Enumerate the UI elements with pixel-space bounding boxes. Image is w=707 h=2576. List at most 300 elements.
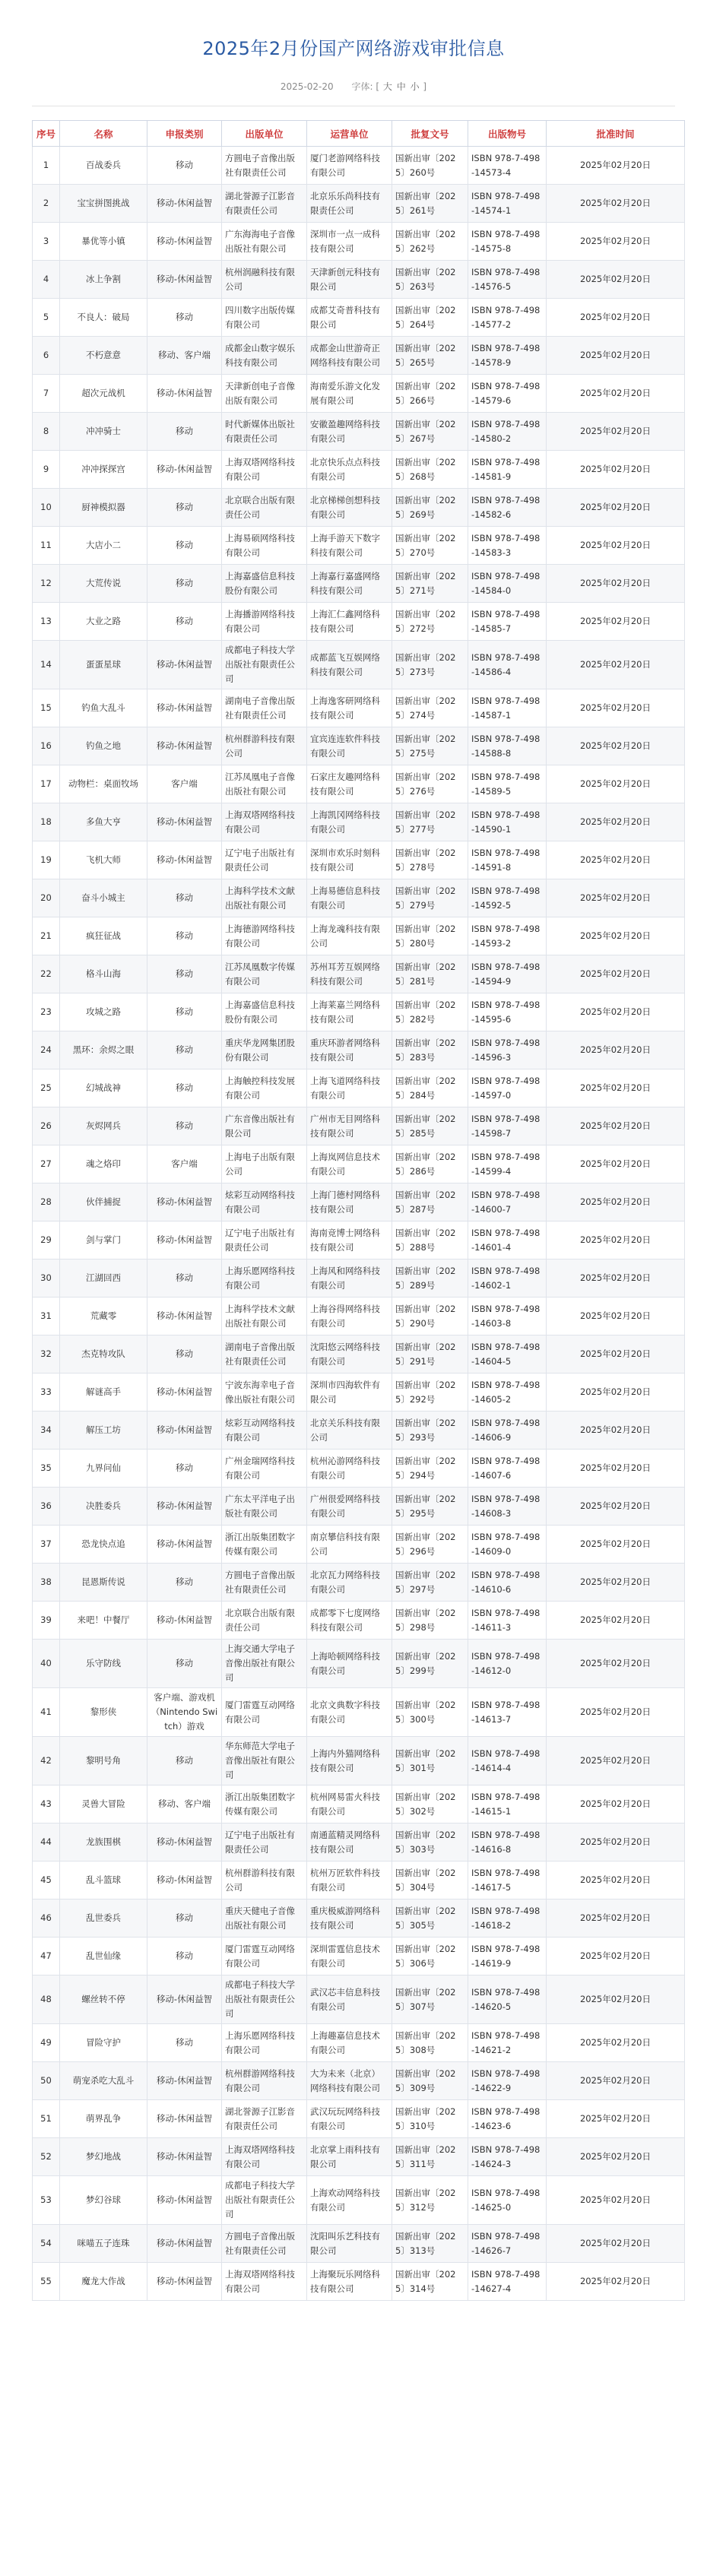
game-name: 疯狂征战 — [60, 917, 147, 955]
row-index: 29 — [33, 1221, 60, 1259]
category: 移动-休闲益智 — [147, 1221, 222, 1259]
operator: 上海手游天下数字科技有限公司 — [307, 527, 392, 565]
publisher: 上海双塔网络科技有限公司 — [222, 803, 307, 841]
game-name: 超次元战机 — [60, 375, 147, 413]
publisher: 广东太平洋电子出版社有限公司 — [222, 1488, 307, 1526]
category: 移动-休闲益智 — [147, 451, 222, 489]
approval-number: 国新出审〔2025〕285号 — [392, 1107, 468, 1145]
publisher: 辽宁电子出版社有限责任公司 — [222, 1221, 307, 1259]
table-row — [33, 727, 685, 765]
game-name: 冲冲骑士 — [60, 413, 147, 451]
game-name: 决胜委兵 — [60, 1488, 147, 1526]
approval-date: 2025年02月20日 — [547, 375, 685, 413]
table-row — [33, 1221, 685, 1259]
approval-number: 国新出审〔2025〕295号 — [392, 1488, 468, 1526]
isbn: ISBN 978-7-498-14592-5 — [468, 879, 547, 917]
row-index: 19 — [33, 841, 60, 879]
operator: 上海莱嘉兰网络科技有限公司 — [307, 993, 392, 1031]
operator: 重庆极威游网络科技有限公司 — [307, 1900, 392, 1938]
row-index: 17 — [33, 765, 60, 803]
isbn: ISBN 978-7-498-14582-6 — [468, 489, 547, 527]
approval-number: 国新出审〔2025〕305号 — [392, 1900, 468, 1938]
approval-number: 国新出审〔2025〕292号 — [392, 1374, 468, 1412]
publisher: 浙江出版集团数字传媒有限公司 — [222, 1785, 307, 1823]
approval-date: 2025年02月20日 — [547, 185, 685, 223]
table-row — [33, 879, 685, 917]
game-name: 奋斗小城主 — [60, 879, 147, 917]
game-name: 乱世委兵 — [60, 1900, 147, 1938]
game-name: 乐守防线 — [60, 1640, 147, 1688]
publisher: 上海电子出版有限公司 — [222, 1145, 307, 1183]
isbn: ISBN 978-7-498-14588-8 — [468, 727, 547, 765]
approval-number: 国新出审〔2025〕307号 — [392, 1976, 468, 2024]
publisher: 成都电子科技大学出版社有限责任公司 — [222, 2176, 307, 2225]
approval-number: 国新出审〔2025〕296号 — [392, 1526, 468, 1564]
isbn: ISBN 978-7-498-14600-7 — [468, 1183, 547, 1221]
approval-date: 2025年02月20日 — [547, 299, 685, 337]
operator: 深圳市一点一成科技有限公司 — [307, 223, 392, 261]
publisher: 成都电子科技大学出版社有限责任公司 — [222, 641, 307, 689]
game-name: 螺丝转不停 — [60, 1976, 147, 2024]
approval-number: 国新出审〔2025〕278号 — [392, 841, 468, 879]
approval-date: 2025年02月20日 — [547, 451, 685, 489]
isbn: ISBN 978-7-498-14579-6 — [468, 375, 547, 413]
publisher: 江苏凤凰数字传媒有限公司 — [222, 955, 307, 993]
row-index: 16 — [33, 727, 60, 765]
game-name: 不朽意意 — [60, 337, 147, 375]
isbn: ISBN 978-7-498-14581-9 — [468, 451, 547, 489]
isbn: ISBN 978-7-498-14580-2 — [468, 413, 547, 451]
row-index: 15 — [33, 689, 60, 727]
operator: 武汉玩玩网络科技有限公司 — [307, 2100, 392, 2138]
table-row — [33, 917, 685, 955]
approval-date: 2025年02月20日 — [547, 1259, 685, 1298]
publisher: 江苏凤凰电子音像出版社有限公司 — [222, 765, 307, 803]
operator: 武汉芯丰信息科技有限公司 — [307, 1976, 392, 2024]
category: 客户端、游戏机（Nintendo Switch）游戏 — [147, 1688, 222, 1737]
category: 移动-休闲益智 — [147, 1488, 222, 1526]
game-name: 恐龙快点追 — [60, 1526, 147, 1564]
table-row — [33, 1069, 685, 1107]
game-name: 幻城战神 — [60, 1069, 147, 1107]
publisher: 上海乐愿网络科技有限公司 — [222, 2024, 307, 2062]
approval-date: 2025年02月20日 — [547, 1785, 685, 1823]
game-name: 动物栏：桌面牧场 — [60, 765, 147, 803]
category: 移动 — [147, 1737, 222, 1785]
row-index: 40 — [33, 1640, 60, 1688]
isbn: ISBN 978-7-498-14623-6 — [468, 2100, 547, 2138]
table-row — [33, 1183, 685, 1221]
operator: 大为未来（北京）网络科技有限公司 — [307, 2062, 392, 2100]
approval-number: 国新出审〔2025〕300号 — [392, 1688, 468, 1737]
approval-number: 国新出审〔2025〕267号 — [392, 413, 468, 451]
isbn: ISBN 978-7-498-14603-8 — [468, 1298, 547, 1336]
row-index: 37 — [33, 1526, 60, 1564]
publisher: 厦门雷霆互动网络有限公司 — [222, 1938, 307, 1976]
font-size-large-button[interactable]: 大 — [382, 81, 392, 92]
isbn: ISBN 978-7-498-14602-1 — [468, 1259, 547, 1298]
operator: 上海趣嘉信息技术有限公司 — [307, 2024, 392, 2062]
game-name: 解压工坊 — [60, 1412, 147, 1450]
publisher: 上海嘉盛信息科技股份有限公司 — [222, 993, 307, 1031]
publisher: 上海触控科技发展有限公司 — [222, 1069, 307, 1107]
table-row — [33, 1298, 685, 1336]
approval-date: 2025年02月20日 — [547, 603, 685, 641]
category: 移动-休闲益智 — [147, 2225, 222, 2263]
publisher: 上海交通大学电子音像出版社有限公司 — [222, 1640, 307, 1688]
approval-date: 2025年02月20日 — [547, 641, 685, 689]
approval-date: 2025年02月20日 — [547, 1145, 685, 1183]
row-index: 33 — [33, 1374, 60, 1412]
category: 移动 — [147, 879, 222, 917]
publisher: 方圆电子音像出版社有限责任公司 — [222, 1564, 307, 1602]
game-name: 解谜高手 — [60, 1374, 147, 1412]
isbn: ISBN 978-7-498-14586-4 — [468, 641, 547, 689]
approval-date: 2025年02月20日 — [547, 879, 685, 917]
row-index: 2 — [33, 185, 60, 223]
isbn: ISBN 978-7-498-14573-4 — [468, 147, 547, 185]
row-index: 31 — [33, 1298, 60, 1336]
approval-number: 国新出审〔2025〕262号 — [392, 223, 468, 261]
game-name: 龙族围棋 — [60, 1823, 147, 1862]
isbn: ISBN 978-7-498-14610-6 — [468, 1564, 547, 1602]
approval-number: 国新出审〔2025〕279号 — [392, 879, 468, 917]
table-row — [33, 641, 685, 689]
approval-date: 2025年02月20日 — [547, 1938, 685, 1976]
operator: 天津新创元科技有限公司 — [307, 261, 392, 299]
isbn: ISBN 978-7-498-14596-3 — [468, 1031, 547, 1069]
table-row — [33, 841, 685, 879]
row-index: 28 — [33, 1183, 60, 1221]
font-size-medium-button[interactable]: 中 — [396, 81, 406, 92]
row-index: 32 — [33, 1336, 60, 1374]
table-row — [33, 375, 685, 413]
approval-date: 2025年02月20日 — [547, 413, 685, 451]
game-name: 梦幻地战 — [60, 2138, 147, 2176]
approval-date: 2025年02月20日 — [547, 1976, 685, 2024]
table-row — [33, 2024, 685, 2062]
approval-number: 国新出审〔2025〕283号 — [392, 1031, 468, 1069]
approval-number: 国新出审〔2025〕268号 — [392, 451, 468, 489]
category: 移动 — [147, 2024, 222, 2062]
approval-number: 国新出审〔2025〕264号 — [392, 299, 468, 337]
row-index: 47 — [33, 1938, 60, 1976]
operator: 成都艾奇普科技有限公司 — [307, 299, 392, 337]
table-row — [33, 1374, 685, 1412]
category: 移动-休闲益智 — [147, 2100, 222, 2138]
row-index: 11 — [33, 527, 60, 565]
publisher: 上海嘉盛信息科技股份有限公司 — [222, 565, 307, 603]
table-row — [33, 1412, 685, 1450]
publisher: 上海易硕网络科技有限公司 — [222, 527, 307, 565]
isbn: ISBN 978-7-498-14615-1 — [468, 1785, 547, 1823]
table-row — [33, 2062, 685, 2100]
row-index: 36 — [33, 1488, 60, 1526]
table-row — [33, 1900, 685, 1938]
category: 移动 — [147, 1564, 222, 1602]
operator: 重庆环游者网络科技有限公司 — [307, 1031, 392, 1069]
table-row — [33, 689, 685, 727]
approval-date: 2025年02月20日 — [547, 527, 685, 565]
header-approval-no: 批复文号 — [392, 121, 468, 147]
approval-number: 国新出审〔2025〕291号 — [392, 1336, 468, 1374]
approval-date: 2025年02月20日 — [547, 1336, 685, 1374]
category: 移动-休闲益智 — [147, 2062, 222, 2100]
approval-number: 国新出审〔2025〕293号 — [392, 1412, 468, 1450]
category: 移动-休闲益智 — [147, 2263, 222, 2301]
approval-date: 2025年02月20日 — [547, 565, 685, 603]
table-row — [33, 993, 685, 1031]
operator: 深圳雷霆信息技术有限公司 — [307, 1938, 392, 1976]
approval-table — [32, 120, 685, 2301]
publisher: 厦门雷霆互动网络有限公司 — [222, 1688, 307, 1737]
table-row — [33, 1259, 685, 1298]
isbn: ISBN 978-7-498-14599-4 — [468, 1145, 547, 1183]
category: 移动 — [147, 603, 222, 641]
publisher: 湖南电子音像出版社有限责任公司 — [222, 689, 307, 727]
game-name: 伙伴捕捉 — [60, 1183, 147, 1221]
row-index: 6 — [33, 337, 60, 375]
isbn: ISBN 978-7-498-14604-5 — [468, 1336, 547, 1374]
approval-date: 2025年02月20日 — [547, 1688, 685, 1737]
isbn: ISBN 978-7-498-14583-3 — [468, 527, 547, 565]
table-row — [33, 1336, 685, 1374]
operator: 上海风和网络科技有限公司 — [307, 1259, 392, 1298]
category: 移动-休闲益智 — [147, 1862, 222, 1900]
approval-date: 2025年02月20日 — [547, 765, 685, 803]
approval-number: 国新出审〔2025〕276号 — [392, 765, 468, 803]
article-meta: 2025-02-20 字体: [ 大 中 小 ] — [280, 81, 427, 92]
row-index: 10 — [33, 489, 60, 527]
operator: 安徽盈趣网络科技有限公司 — [307, 413, 392, 451]
operator: 南京攀信科技有限公司 — [307, 1526, 392, 1564]
operator: 深圳市欢乐时刻科技有限公司 — [307, 841, 392, 879]
approval-number: 国新出审〔2025〕298号 — [392, 1602, 468, 1640]
game-name: 宝宝拼图挑战 — [60, 185, 147, 223]
approval-number: 国新出审〔2025〕286号 — [392, 1145, 468, 1183]
approval-date: 2025年02月20日 — [547, 1412, 685, 1450]
publisher: 重庆华龙网集团股份有限公司 — [222, 1031, 307, 1069]
approval-date: 2025年02月20日 — [547, 223, 685, 261]
isbn: ISBN 978-7-498-14613-7 — [468, 1688, 547, 1737]
category: 客户端 — [147, 1145, 222, 1183]
isbn: ISBN 978-7-498-14590-1 — [468, 803, 547, 841]
publisher: 上海乐愿网络科技有限公司 — [222, 1259, 307, 1298]
table-row — [33, 803, 685, 841]
row-index: 5 — [33, 299, 60, 337]
isbn: ISBN 978-7-498-14626-7 — [468, 2225, 547, 2263]
approval-date: 2025年02月20日 — [547, 1374, 685, 1412]
row-index: 3 — [33, 223, 60, 261]
approval-date: 2025年02月20日 — [547, 2225, 685, 2263]
operator: 上海易德信息科技有限公司 — [307, 879, 392, 917]
category: 移动-休闲益智 — [147, 803, 222, 841]
row-index: 26 — [33, 1107, 60, 1145]
isbn: ISBN 978-7-498-14611-3 — [468, 1602, 547, 1640]
isbn: ISBN 978-7-498-14627-4 — [468, 2263, 547, 2301]
approval-number: 国新出审〔2025〕261号 — [392, 185, 468, 223]
approval-date: 2025年02月20日 — [547, 261, 685, 299]
publisher: 上海科学技术文献出版社有限公司 — [222, 1298, 307, 1336]
header-approval-date: 批准时间 — [547, 121, 685, 147]
category: 移动-休闲益智 — [147, 1298, 222, 1336]
approval-date: 2025年02月20日 — [547, 841, 685, 879]
game-name: 冲冲探探宫 — [60, 451, 147, 489]
approval-number: 国新出审〔2025〕311号 — [392, 2138, 468, 2176]
category: 移动-休闲益智 — [147, 1374, 222, 1412]
approval-date: 2025年02月20日 — [547, 2100, 685, 2138]
operator: 北京掌上雨科技有限公司 — [307, 2138, 392, 2176]
approval-number: 国新出审〔2025〕294号 — [392, 1450, 468, 1488]
game-name: 大业之路 — [60, 603, 147, 641]
game-name: 大店小二 — [60, 527, 147, 565]
approval-number: 国新出审〔2025〕306号 — [392, 1938, 468, 1976]
isbn: ISBN 978-7-498-14619-9 — [468, 1938, 547, 1976]
publisher: 广东音像出版社有限公司 — [222, 1107, 307, 1145]
publisher: 成都电子科技大学出版社有限责任公司 — [222, 1976, 307, 2024]
isbn: ISBN 978-7-498-14584-0 — [468, 565, 547, 603]
publisher: 辽宁电子出版社有限责任公司 — [222, 1823, 307, 1862]
publisher: 宁波东海幸电子音像出版社有限公司 — [222, 1374, 307, 1412]
game-name: 梦幻谷球 — [60, 2176, 147, 2225]
approval-number: 国新出审〔2025〕269号 — [392, 489, 468, 527]
game-name: 江湖回西 — [60, 1259, 147, 1298]
operator: 石家庄友趣网络科技有限公司 — [307, 765, 392, 803]
category: 移动 — [147, 1450, 222, 1488]
isbn: ISBN 978-7-498-14624-3 — [468, 2138, 547, 2176]
isbn: ISBN 978-7-498-14625-0 — [468, 2176, 547, 2225]
approval-number: 国新出审〔2025〕312号 — [392, 2176, 468, 2225]
row-index: 27 — [33, 1145, 60, 1183]
approval-date: 2025年02月20日 — [547, 2062, 685, 2100]
approval-date: 2025年02月20日 — [547, 1640, 685, 1688]
game-name: 攻城之路 — [60, 993, 147, 1031]
game-name: 魔龙大作战 — [60, 2263, 147, 2301]
publisher: 方圆电子音像出版社有限责任公司 — [222, 2225, 307, 2263]
game-name: 多鱼大亨 — [60, 803, 147, 841]
table-row — [33, 1450, 685, 1488]
isbn: ISBN 978-7-498-14593-2 — [468, 917, 547, 955]
isbn: ISBN 978-7-498-14620-5 — [468, 1976, 547, 2024]
font-size-small-button[interactable]: 小 — [410, 81, 420, 92]
isbn: ISBN 978-7-498-14616-8 — [468, 1823, 547, 1862]
isbn: ISBN 978-7-498-14587-1 — [468, 689, 547, 727]
table-row — [33, 2100, 685, 2138]
category: 移动 — [147, 917, 222, 955]
isbn: ISBN 978-7-498-14575-8 — [468, 223, 547, 261]
operator: 海南竞博士网络科技有限公司 — [307, 1221, 392, 1259]
approval-date: 2025年02月20日 — [547, 2176, 685, 2225]
approval-date: 2025年02月20日 — [547, 1862, 685, 1900]
game-name: 百战委兵 — [60, 147, 147, 185]
game-name: 黎形侠 — [60, 1688, 147, 1737]
row-index: 49 — [33, 2024, 60, 2062]
operator: 上海门德村网络科技有限公司 — [307, 1183, 392, 1221]
approval-number: 国新出审〔2025〕299号 — [392, 1640, 468, 1688]
category: 移动 — [147, 527, 222, 565]
approval-number: 国新出审〔2025〕288号 — [392, 1221, 468, 1259]
table-row — [33, 1107, 685, 1145]
row-index: 21 — [33, 917, 60, 955]
category: 移动 — [147, 299, 222, 337]
category: 移动-休闲益智 — [147, 2176, 222, 2225]
publisher: 上海科学技术文献出版社有限公司 — [222, 879, 307, 917]
row-index: 44 — [33, 1823, 60, 1862]
operator: 上海飞道网络科技有限公司 — [307, 1069, 392, 1107]
table-row — [33, 1938, 685, 1976]
operator: 成都零下七度网络科技有限公司 — [307, 1602, 392, 1640]
approval-date: 2025年02月20日 — [547, 1107, 685, 1145]
category: 移动-休闲益智 — [147, 2138, 222, 2176]
approval-number: 国新出审〔2025〕290号 — [392, 1298, 468, 1336]
category: 移动-休闲益智 — [147, 1412, 222, 1450]
row-index: 22 — [33, 955, 60, 993]
game-name: 荒藏零 — [60, 1298, 147, 1336]
header-name: 名称 — [60, 121, 147, 147]
approval-date: 2025年02月20日 — [547, 1823, 685, 1862]
category: 移动-休闲益智 — [147, 1602, 222, 1640]
approval-number: 国新出审〔2025〕273号 — [392, 641, 468, 689]
game-name: 萌宠杀吃大乱斗 — [60, 2062, 147, 2100]
isbn: ISBN 978-7-498-14606-9 — [468, 1412, 547, 1450]
game-name: 魂之烙印 — [60, 1145, 147, 1183]
approval-date: 2025年02月20日 — [547, 1900, 685, 1938]
operator: 厦门老游网络科技有限公司 — [307, 147, 392, 185]
row-index: 45 — [33, 1862, 60, 1900]
approval-number: 国新出审〔2025〕314号 — [392, 2263, 468, 2301]
table-row — [33, 527, 685, 565]
table-row — [33, 1526, 685, 1564]
approval-number: 国新出审〔2025〕310号 — [392, 2100, 468, 2138]
table-row — [33, 1031, 685, 1069]
row-index: 35 — [33, 1450, 60, 1488]
approval-number: 国新出审〔2025〕280号 — [392, 917, 468, 955]
isbn: ISBN 978-7-498-14617-5 — [468, 1862, 547, 1900]
table-row — [33, 1823, 685, 1862]
game-name: 乱斗篮球 — [60, 1862, 147, 1900]
table-row — [33, 223, 685, 261]
publisher: 天津新创电子音像出版有限公司 — [222, 375, 307, 413]
table-row — [33, 2176, 685, 2225]
operator: 上海逸客研网络科技有限公司 — [307, 689, 392, 727]
publisher: 浙江出版集团数字传媒有限公司 — [222, 1526, 307, 1564]
approval-date: 2025年02月20日 — [547, 803, 685, 841]
operator: 深圳市四海软件有限公司 — [307, 1374, 392, 1412]
row-index: 54 — [33, 2225, 60, 2263]
row-index: 25 — [33, 1069, 60, 1107]
operator: 宜宾连连软件科技有限公司 — [307, 727, 392, 765]
isbn: ISBN 978-7-498-14607-6 — [468, 1450, 547, 1488]
table-row — [33, 489, 685, 527]
operator: 上海岚网信息技术有限公司 — [307, 1145, 392, 1183]
approval-date: 2025年02月20日 — [547, 917, 685, 955]
operator: 北京瓦力网络科技有限公司 — [307, 1564, 392, 1602]
approval-date: 2025年02月20日 — [547, 1564, 685, 1602]
table-row — [33, 413, 685, 451]
game-name: 乱世仙缘 — [60, 1938, 147, 1976]
isbn: ISBN 978-7-498-14578-9 — [468, 337, 547, 375]
operator: 北京梯梯创想科技有限公司 — [307, 489, 392, 527]
category: 移动-休闲益智 — [147, 1526, 222, 1564]
publisher: 四川数字出版传媒有限公司 — [222, 299, 307, 337]
approval-table-container — [32, 120, 684, 2301]
publisher: 湖北誉源子江影音有限责任公司 — [222, 2100, 307, 2138]
table-row — [33, 2263, 685, 2301]
game-name: 灵兽大冒险 — [60, 1785, 147, 1823]
operator: 北京关乐科技有限公司 — [307, 1412, 392, 1450]
publisher: 杭州群游科技有限公司 — [222, 1862, 307, 1900]
operator: 上海哈顿网络科技有限公司 — [307, 1640, 392, 1688]
